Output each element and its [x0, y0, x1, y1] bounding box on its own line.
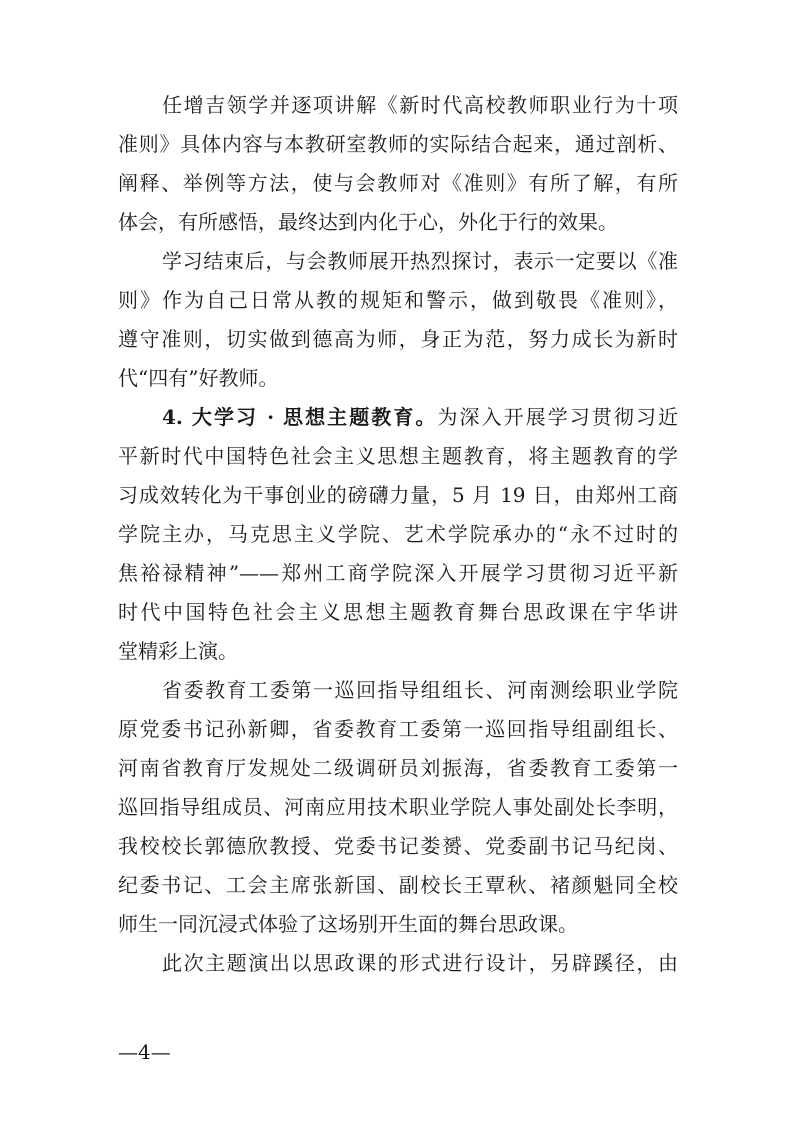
paragraph-3 [118, 398, 678, 671]
text-line: 纪委书记、工会主席张新国、副校长王覃秋、褚颜魁同全校 [118, 873, 678, 897]
text-line: 习成效转化为干事创业的磅礴力量，5 月 19 日，由郑州工商 [118, 483, 678, 507]
text-line: 体会，有所感悟，最终达到内化于心，外化于行的效果。 [118, 210, 618, 234]
text-line: 代“四有”好教师。 [118, 366, 279, 390]
text-line: 则》作为自己日常从教的规矩和警示，做到敬畏《准则》， [118, 288, 678, 312]
text-line: 遵守准则，切实做到德高为师，身正为范，努力成长为新时 [118, 327, 678, 351]
text-line: 巡回指导组成员、河南应用技术职业学院人事处副处长李明， [118, 795, 678, 819]
text-line: 焦裕禄精神”——郑州工商学院深入开展学习贯彻习近平新 [118, 561, 678, 585]
paragraph-4 [118, 671, 678, 944]
text-line: 此次主题演出以思政课的形式进行设计，另辟蹊径，由 [162, 951, 678, 975]
section-heading: 4. 大学习 · 思想主题教育。 [162, 405, 438, 429]
text-line: 时代中国特色社会主义思想主题教育舞台思政课在宇华讲 [118, 600, 678, 624]
text-line: 师生一同沉浸式体验了这场别开生面的舞台思政课。 [118, 912, 578, 936]
text-line: 阐释、举例等方法，使与会教师对《准则》有所了解，有所 [118, 171, 678, 195]
text-line: 堂精彩上演。 [118, 639, 238, 663]
page-number: —4— [118, 1040, 171, 1064]
paragraph-1 [118, 86, 678, 242]
text-line: 我校校长郭德欣教授、党委书记娄赟、党委副书记马纪岗、 [118, 834, 678, 858]
paragraph-2 [118, 242, 678, 398]
text-line: 原党委书记孙新卿，省委教育工委第一巡回指导组副组长、 [118, 717, 678, 741]
text-line: 任增吉领学并逐项讲解《新时代高校教师职业行为十项 [162, 93, 678, 117]
text-line: 平新时代中国特色社会主义思想主题教育，将主题教育的学 [118, 444, 678, 468]
text-line [118, 398, 678, 437]
text-line: 准则》具体内容与本教研室教师的实际结合起来，通过剖析、 [118, 132, 678, 156]
text-inline: 为深入开展学习贯彻习近 [437, 405, 679, 429]
document-body [118, 86, 678, 983]
text-line: 省委教育工委第一巡回指导组组长、河南测绘职业学院 [162, 678, 678, 702]
text-line: 河南省教育厅发规处二级调研员刘振海，省委教育工委第一 [118, 756, 678, 780]
text-line: 学习结束后，与会教师展开热烈探讨，表示一定要以《准 [162, 249, 678, 273]
text-line: 学院主办，马克思主义学院、艺术学院承办的“永不过时的 [118, 522, 678, 546]
paragraph-5 [118, 944, 678, 983]
